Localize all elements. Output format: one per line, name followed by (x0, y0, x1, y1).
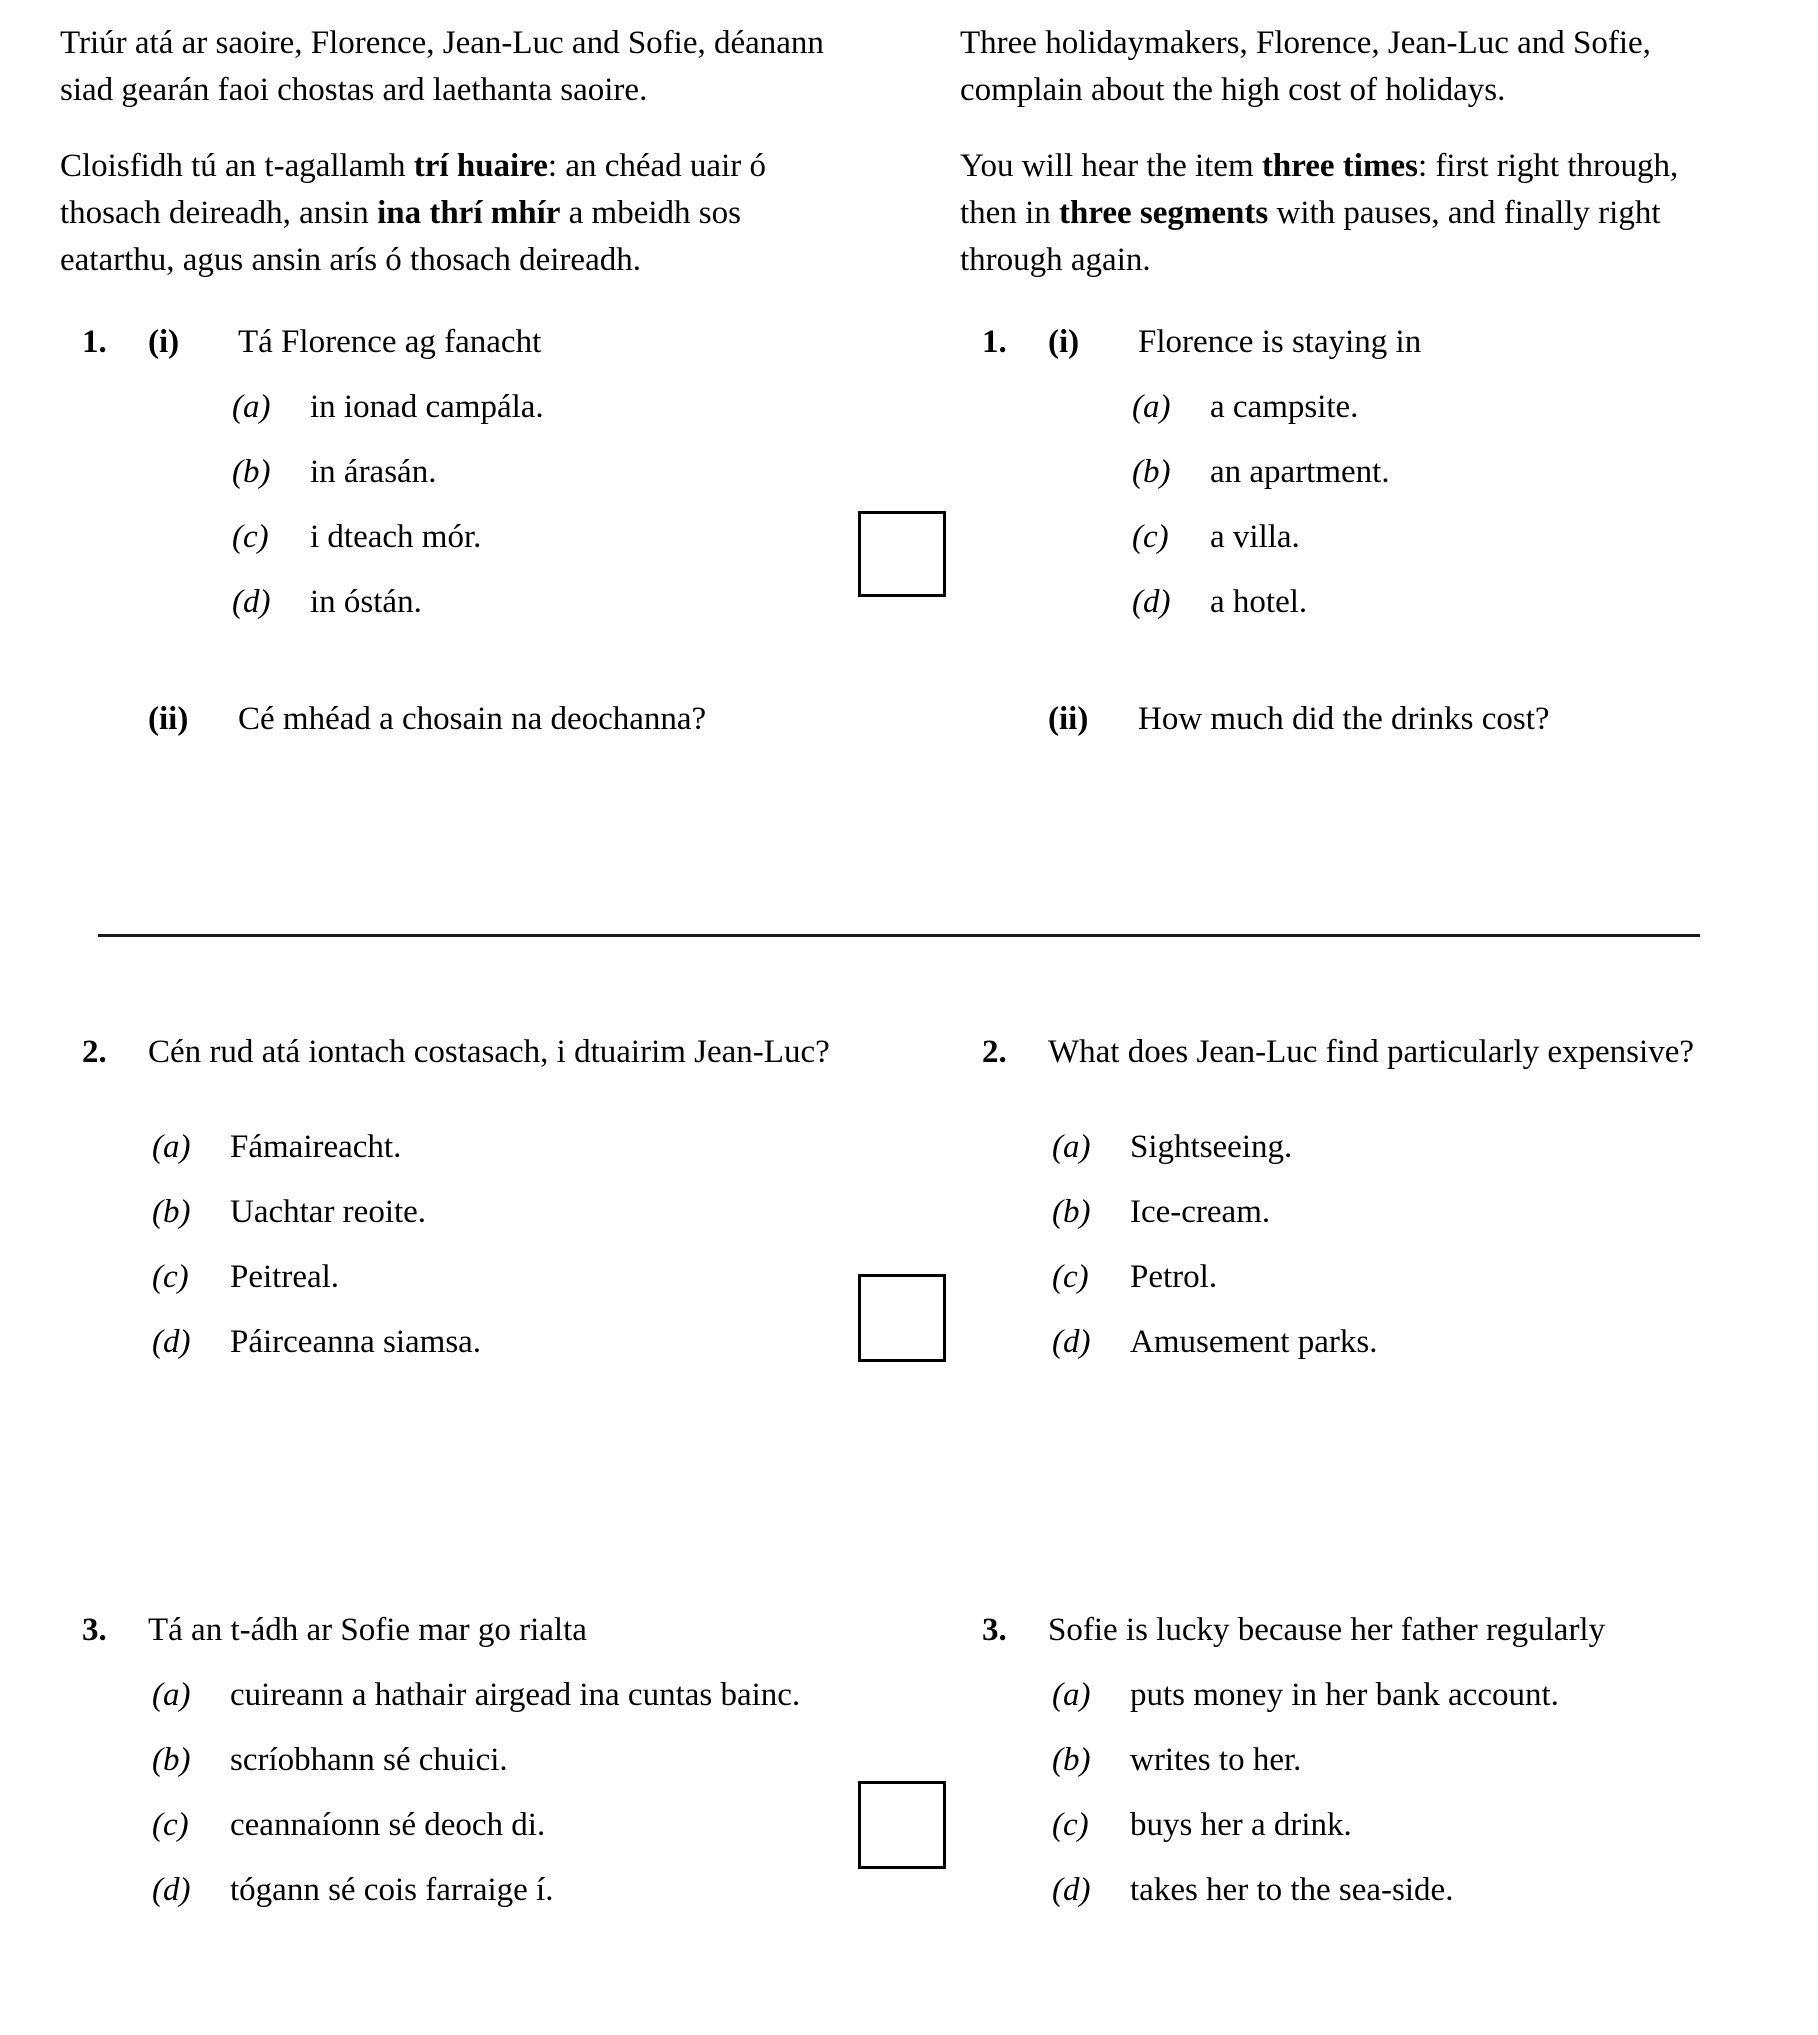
option-label-c: (c) (232, 519, 269, 555)
question-3-option-b[interactable] (960, 1738, 1818, 1783)
option-text-a: puts money in her bank account. (1130, 1677, 1559, 1713)
option-text-a: a campsite. (1210, 389, 1359, 425)
option-label-c: (c) (1052, 1807, 1089, 1843)
answer-box-3[interactable] (858, 1781, 946, 1869)
option-text-b: scríobhann sé chuici. (230, 1742, 508, 1778)
option-text-b: an apartment. (1210, 454, 1390, 490)
intro-scenario-text: Triúr atá ar saoire, Florence, Jean-Luc and Sofie, déanann siad gearán faoi chostas ard laethanta saoire. (60, 25, 824, 108)
option-text-a: Sightseeing. (1130, 1129, 1293, 1165)
option-label-a: (a) (1132, 389, 1171, 425)
option-label-c: (c) (1132, 519, 1169, 555)
answer-box-2[interactable] (858, 1274, 946, 1362)
question-3-number: 3. (982, 1612, 1007, 1648)
question-1-option-b[interactable] (960, 450, 1818, 495)
option-text-d: in óstán. (310, 584, 422, 620)
question-3-option-a[interactable] (960, 1673, 1818, 1718)
option-label-d: (d) (232, 584, 271, 620)
question-2-header (960, 1030, 1818, 1075)
option-label-c: (c) (1052, 1259, 1089, 1295)
question-2-option-a[interactable] (60, 1125, 920, 1170)
option-label-d: (d) (1132, 584, 1171, 620)
question-3-option-b[interactable] (60, 1738, 920, 1783)
option-text-d: Páirceanna siamsa. (230, 1324, 482, 1360)
question-2-option-c[interactable] (60, 1255, 920, 1300)
question-2-option-a[interactable] (960, 1125, 1818, 1170)
question-1-option-d[interactable] (960, 580, 1818, 625)
question-3-stem: Sofie is lucky because her father regularly (1048, 1612, 1606, 1648)
instructions-emphasis-times: trí huaire (413, 148, 548, 184)
instructions-pre: You will hear the item (960, 148, 1262, 184)
instructions-pre: Cloisfidh tú an t-agallamh (60, 148, 414, 184)
question-1-part-i-label: (i) (148, 324, 180, 360)
option-text-c: i dteach mór. (310, 519, 482, 555)
instructions-emphasis-segments: three segments (1058, 195, 1269, 231)
question-1-header (960, 320, 1818, 365)
option-label-a: (a) (1052, 1677, 1091, 1713)
intro-paragraph-scenario (960, 20, 1700, 114)
question-1-part-i-label: (i) (1048, 324, 1080, 360)
option-text-d: a hotel. (1210, 584, 1308, 620)
intro-scenario-text: Three holidaymakers, Florence, Jean-Luc and Sofie, complain about the high cost of holidays. (960, 25, 1651, 108)
option-text-a: Fámaireacht. (230, 1129, 402, 1165)
question-2-option-b[interactable] (60, 1190, 920, 1235)
option-label-b: (b) (232, 454, 271, 490)
question-3-option-c[interactable] (60, 1803, 920, 1848)
option-text-b: Ice-cream. (1130, 1194, 1271, 1230)
question-1-option-a[interactable] (960, 385, 1818, 430)
option-label-b: (b) (1132, 454, 1171, 490)
option-text-c: Peitreal. (230, 1259, 340, 1295)
option-text-b: Uachtar reoite. (230, 1194, 427, 1230)
option-text-c: a villa. (1210, 519, 1300, 555)
instructions-post: with pauses, and finally right through again. (960, 195, 1661, 278)
intro-paragraph-instructions (60, 143, 860, 284)
option-label-c: (c) (152, 1807, 189, 1843)
instructions-mid: : first right through, then in (960, 148, 1679, 231)
question-1-part-ii-label: (ii) (1048, 701, 1089, 737)
option-label-a: (a) (1052, 1129, 1091, 1165)
question-3-stem: Tá an t-ádh ar Sofie mar go rialta (148, 1612, 587, 1648)
question-2 (60, 1030, 920, 1365)
option-text-d: tógann sé cois farraige í. (230, 1872, 554, 1908)
question-1 (960, 320, 1818, 742)
instructions-mid: : an chéad uair ó thosach deireadh, ansin (60, 148, 766, 231)
question-2-option-c[interactable] (960, 1255, 1818, 1300)
instructions-emphasis-segments: ina thrí mhír (377, 195, 561, 231)
question-2-stem: Cén rud atá iontach costasach, i dtuairim Jean-Luc? (148, 1034, 830, 1070)
option-label-d: (d) (1052, 1872, 1091, 1908)
option-text-c: Petrol. (1130, 1259, 1218, 1295)
intro-paragraph-instructions (960, 143, 1700, 284)
option-text-c: ceannaíonn sé deoch di. (230, 1807, 546, 1843)
option-label-d: (d) (152, 1324, 191, 1360)
question-1-option-b[interactable] (60, 450, 920, 495)
question-1-part-ii (60, 697, 920, 742)
question-1-option-d[interactable] (60, 580, 920, 625)
question-1-stem: Florence is staying in (1138, 324, 1422, 360)
question-2-option-d[interactable] (960, 1320, 1818, 1365)
option-label-d: (d) (1052, 1324, 1091, 1360)
question-2-number: 2. (982, 1034, 1007, 1070)
option-text-a: cuireann a hathair airgead ina cuntas bainc. (230, 1677, 801, 1713)
question-1 (60, 320, 920, 742)
question-1-option-a[interactable] (60, 385, 920, 430)
option-label-b: (b) (1052, 1742, 1091, 1778)
question-3-option-a[interactable] (60, 1673, 920, 1718)
question-1-part-ii-stem: How much did the drinks cost? (1138, 701, 1550, 737)
option-text-c: buys her a drink. (1130, 1807, 1352, 1843)
question-2-header (60, 1030, 920, 1075)
option-text-b: writes to her. (1130, 1742, 1302, 1778)
question-2-option-d[interactable] (60, 1320, 920, 1365)
question-1-option-c[interactable] (960, 515, 1818, 560)
question-1-stem: Tá Florence ag fanacht (238, 324, 542, 360)
option-text-b: in árasán. (310, 454, 437, 490)
instructions-post: a mbeidh sos eatarthu, agus ansin arís ó thosach deireadh. (60, 195, 741, 278)
option-label-c: (c) (152, 1259, 189, 1295)
question-2 (960, 1030, 1818, 1365)
question-1-number: 1. (82, 324, 107, 360)
question-3-header (60, 1608, 920, 1653)
option-label-a: (a) (232, 389, 271, 425)
question-3-option-c[interactable] (960, 1803, 1818, 1848)
option-label-a: (a) (152, 1677, 191, 1713)
question-3-number: 3. (82, 1612, 107, 1648)
intro-paragraph-scenario (60, 20, 860, 114)
option-label-b: (b) (152, 1742, 191, 1778)
question-3 (60, 1608, 920, 1913)
question-1-option-c[interactable] (60, 515, 920, 560)
instructions-emphasis-times: three times (1261, 148, 1418, 184)
option-text-a: in ionad campála. (310, 389, 544, 425)
question-1-number: 1. (982, 324, 1007, 360)
answer-box-1[interactable] (858, 511, 946, 597)
option-label-b: (b) (152, 1194, 191, 1230)
option-label-d: (d) (152, 1872, 191, 1908)
question-3-option-d[interactable] (960, 1868, 1818, 1913)
question-3 (960, 1608, 1818, 1913)
question-2-number: 2. (82, 1034, 107, 1070)
question-2-stem: What does Jean-Luc find particularly expensive? (1048, 1034, 1694, 1070)
question-1-part-ii-label: (ii) (148, 701, 189, 737)
question-3-option-d[interactable] (60, 1868, 920, 1913)
option-label-b: (b) (1052, 1194, 1091, 1230)
question-1-header (60, 320, 920, 365)
question-1-part-ii (960, 697, 1818, 742)
question-2-option-b[interactable] (960, 1190, 1818, 1235)
option-text-d: Amusement parks. (1130, 1324, 1378, 1360)
section-divider (98, 934, 1700, 937)
question-1-part-ii-stem: Cé mhéad a chosain na deochanna? (238, 701, 707, 737)
option-text-d: takes her to the sea-side. (1130, 1872, 1454, 1908)
question-3-header (960, 1608, 1818, 1653)
option-label-a: (a) (152, 1129, 191, 1165)
